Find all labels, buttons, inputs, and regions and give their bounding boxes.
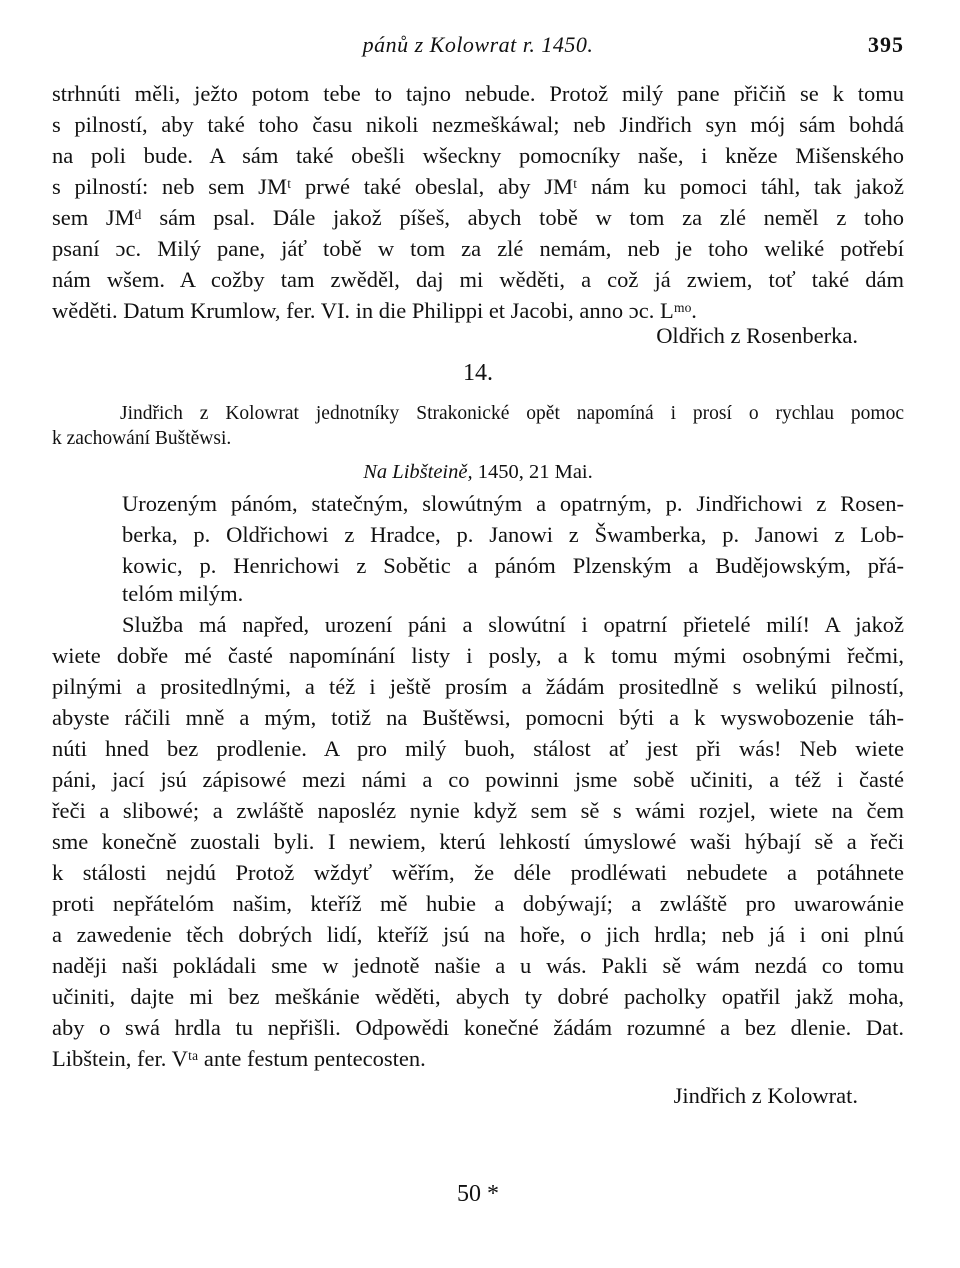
text-line: strhnúti měli, ježto potom tebe to tajno nebude. Protož milý pane přičiň se k tomu <box>52 81 904 106</box>
text-line: Libštein, fer. Vᵗᵃ ante festum pentecosten. <box>52 1046 426 1071</box>
dateline <box>52 458 904 486</box>
document-number: 14. <box>463 360 493 386</box>
text-line: nám wšem. A cožby tam zwěděl, daj mi wěděti, a což já zwiem, toť také dám <box>52 267 904 292</box>
text-line: sem JMᵈ sám psal. Dále jakož píšeš, abych tobě w tom za zlé neměl z toho <box>52 205 904 230</box>
text-line: wiete dobře mé časté napomínání listy i posly, a k tomu mými osobnými řečmi, <box>52 643 904 668</box>
text-line: pilnými a prositedlnými, a též i ještě prosím a žádám prositedlně s welikú pilností, <box>52 674 904 699</box>
text-line: aby o swá hrdla tu nepřišli. Odpowědi konečné žádám rozumné a bez dlenie. Dat. <box>52 1015 904 1040</box>
signature-kolowrat: Jindřich z Kolowrat. <box>673 1083 858 1108</box>
text-line: s pilností, aby také toho času nikoli nezmeškáwal; neb Jindřich syn mój sám bohdá <box>52 112 904 137</box>
text-line: na poli bude. A sám také obešli wšeckny pomocníky naše, i kněze Mišenského <box>52 143 904 168</box>
address-line: Urozeným pánóm, statečným, slowútným a opatrným, p. Jindřichowi z Rosen- <box>122 491 904 516</box>
running-title: pánů z Kolowrat r. 1450. <box>362 32 594 57</box>
text-line: řeči a slibowé; a zwláště naposléz nynie když sem sě s wámi rozjel, wiete na čem <box>52 798 904 823</box>
summary-line: Jindřich z Kolowrat jednotníky Strakonické opět napomíná i prosí o rychlau pomoc <box>120 403 904 424</box>
text-line: učiniti, dajte mi bez meškánie wěděti, abych ty dobré pacholky opatřil jakž moha, <box>52 984 904 1009</box>
text-line: naději naši pokládali sme w jednotě našie a u wás. Pakli sě wám nezdá co tomu <box>52 953 904 978</box>
address-line: kowic, p. Henrichowi z Sobětic a pánóm Plzenským a Budějowským, přá- <box>122 553 904 578</box>
text-line: a zawedenie těch dobrých lidí, kteříž jsú na hoře, o jich hrdla; neb já i oni plnú <box>52 922 904 947</box>
text-line: páni, jací jsú zápisowé mezi námi a co powinni jsme sobě učiniti, a též i časté <box>52 767 904 792</box>
summary-line: k zachowání Buštěwsi. <box>52 428 232 449</box>
dateline-date: 1450, 21 Mai. <box>477 461 593 483</box>
sheet-signature: 50 * <box>457 1181 499 1207</box>
text-line: psaní ɔc. Milý pane, jáť tobě w tom za zlé nemám, neb je toho weliké potřebí <box>52 236 904 261</box>
text-line: k stálosti nejdú Protož wždyť wěřím, že déle prodléwati nebudete a potáhnete <box>52 860 904 885</box>
address-line: telóm milým. <box>122 581 244 606</box>
text-line: s pilností: neb sem JMᵗ prwé také obeslal, aby JMᵗ nám ku pomoci táhl, tak jakož <box>52 174 904 199</box>
text-line: núti hned bez prodlenie. A pro milý buoh, stálost ať jest při wás! Neb wiete <box>52 736 904 761</box>
signature-rosenberk: Oldřich z Rosenberka. <box>656 323 858 348</box>
text-line: wěděti. Datum Krumlow, fer. VI. in die Philippi et Jacobi, anno ɔc. Lᵐᵒ. <box>52 298 697 323</box>
dateline-place: Na Libšteině, <box>363 461 473 483</box>
address-line: berka, p. Oldřichowi z Hradce, p. Janowi z Šwamberka, p. Janowi z Lob- <box>122 522 904 547</box>
text-line: proti nepřátelóm našim, kteříž mě hubie a dobýwají; a zwláště pro uwarowánie <box>52 891 904 916</box>
running-header <box>52 32 904 62</box>
text-line: sme konečně zuostali byli. I newiem, kterú lehkostí úmyslowé waši hýbají sě a řeči <box>52 829 904 854</box>
text-line: Služba má napřed, urození páni a slowútní i opatrní přietelé milí! A jakož <box>122 612 904 637</box>
page-number: 395 <box>868 32 904 57</box>
text-line: abyste ráčili mně a mým, totiž na Buštěwsi, pomocni býti a k wyswobozenie táh- <box>52 705 904 730</box>
